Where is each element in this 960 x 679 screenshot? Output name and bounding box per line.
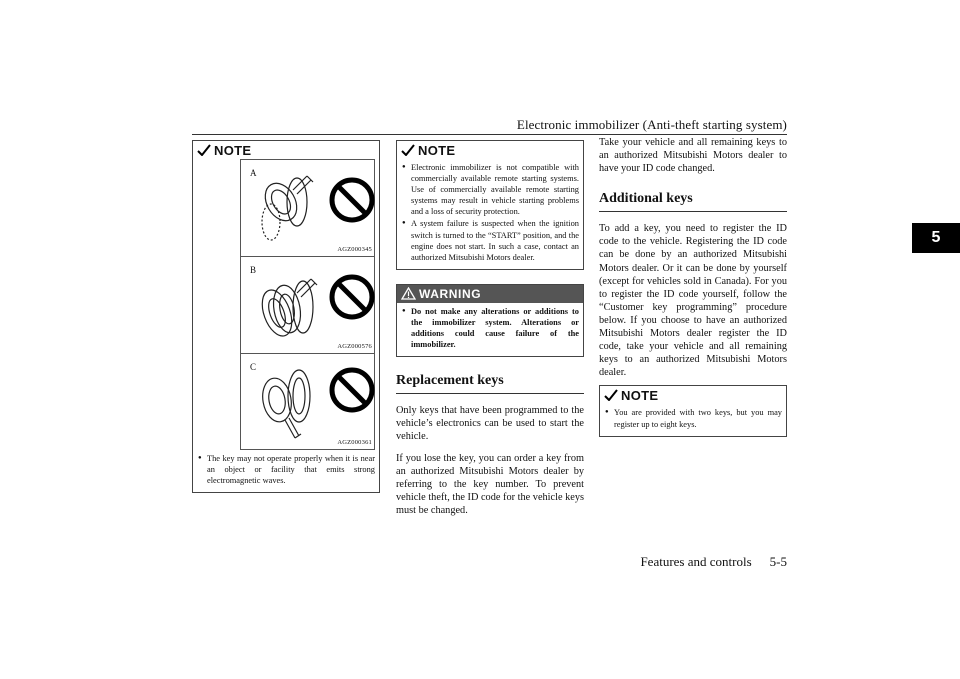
bullet-text: Electronic immobilizer is not compatible with commercially available remote starting systems. Use of commercially available remote starting systems may result in vehicle starting problems and a loss of security protection. <box>411 163 579 217</box>
key-figure-b <box>240 256 375 353</box>
figure-label: C <box>250 362 257 372</box>
figure-code: AGZ000361 <box>337 439 372 446</box>
note-label: NOTE <box>418 142 456 158</box>
figure-code: AGZ000576 <box>337 343 372 350</box>
warning-bullet <box>402 306 579 350</box>
bullet-dot-icon: ● <box>198 455 202 461</box>
warning-label: WARNING <box>419 286 482 301</box>
bullet-text: Do not make any alterations or additions to the immobilizer system. Alterations or additions could cause failure of the immobilizer. <box>411 306 579 350</box>
figure-label: B <box>250 265 257 275</box>
warning-body <box>397 303 583 356</box>
note-box-figures <box>192 140 380 493</box>
note-box <box>599 385 787 436</box>
bullet-dot-icon: ● <box>402 307 406 314</box>
paragraph: Only keys that have been programmed to the vehicle’s electronics can be used to start the vehicle. <box>396 405 584 443</box>
bullet-text: A system failure is suspected when the ignition switch is turned to the “START” position, and the engine does not start. In such a case, contact an authorized Mitsubishi Motors dealer. <box>411 219 579 262</box>
note-body <box>600 404 786 435</box>
bullet-text: You are provided with two keys, but you may register up to eight keys. <box>614 408 782 429</box>
bullet-dot-icon: ● <box>402 220 406 227</box>
chapter-tab: 5 <box>912 223 960 253</box>
warning-triangle-icon <box>401 287 416 300</box>
prohibited-icon <box>332 370 372 410</box>
key-figure-c <box>240 353 375 450</box>
note-bullet <box>402 162 579 217</box>
note-bullet <box>402 218 579 262</box>
key-figure-a <box>240 159 375 256</box>
warning-header <box>397 285 583 303</box>
note-bullet <box>198 453 375 486</box>
section-title-additional-keys: Additional keys <box>599 185 787 212</box>
key-near-key-illustration <box>241 160 377 257</box>
paragraph: To add a key, you need to register the ID code to the vehicle. Registering the ID code can be done by an authorized Mitsubishi Motors dealer. Or it can be done by yourself (except for vehicles sold in Canada). For you to register the ID code yourself, follow the “Customer key programming” procedure below. If you choose to have an authorized Mitsubishi Motors dealer register the ID code, take your vehicle and all remaining keys to an authorized Mitsubishi Motors dealer. <box>599 223 787 379</box>
note-header <box>600 386 786 404</box>
note-label: NOTE <box>621 387 659 403</box>
page-header-title: Electronic immobilizer (Anti-theft starting system) <box>516 117 787 132</box>
paragraph: Take your vehicle and all remaining keys to an authorized Mitsubishi Motors dealer to have your ID code changed. <box>599 137 787 175</box>
column-3 <box>599 136 787 437</box>
section-title-replacement-keys: Replacement keys <box>396 367 584 394</box>
two-keys-illustration <box>241 257 377 354</box>
header-rule <box>192 134 787 135</box>
key-near-metal-illustration <box>241 354 377 451</box>
column-2 <box>396 140 584 517</box>
note-body <box>193 450 379 492</box>
prohibited-icon <box>332 180 372 220</box>
prohibited-icon <box>332 277 372 317</box>
paragraph: If you lose the key, you can order a key from an authorized Mitsubishi Motors dealer by referring to the key number. To prevent vehicle theft, the ID code for the vehicle keys must be changed. <box>396 452 584 516</box>
pencil-check-icon <box>401 144 415 156</box>
footer-section: Features and controls <box>640 554 752 569</box>
column-1 <box>192 140 380 493</box>
page-number: 5-5 <box>769 554 787 569</box>
pencil-check-icon <box>197 144 211 156</box>
bullet-text: The key may not operate properly when it is near an object or facility that emits strong electromagnetic waves. <box>207 454 375 486</box>
page-footer <box>640 554 787 570</box>
note-header <box>397 141 583 159</box>
figure-code: AGZ000345 <box>337 246 372 253</box>
note-body <box>397 159 583 269</box>
note-header <box>193 141 379 159</box>
warning-box <box>396 284 584 357</box>
note-bullet <box>605 407 782 429</box>
figure-label: A <box>250 168 257 178</box>
note-label: NOTE <box>214 142 252 158</box>
note-box <box>396 140 584 270</box>
bullet-dot-icon: ● <box>605 409 609 416</box>
pencil-check-icon <box>604 389 618 401</box>
bullet-dot-icon: ● <box>402 164 406 170</box>
